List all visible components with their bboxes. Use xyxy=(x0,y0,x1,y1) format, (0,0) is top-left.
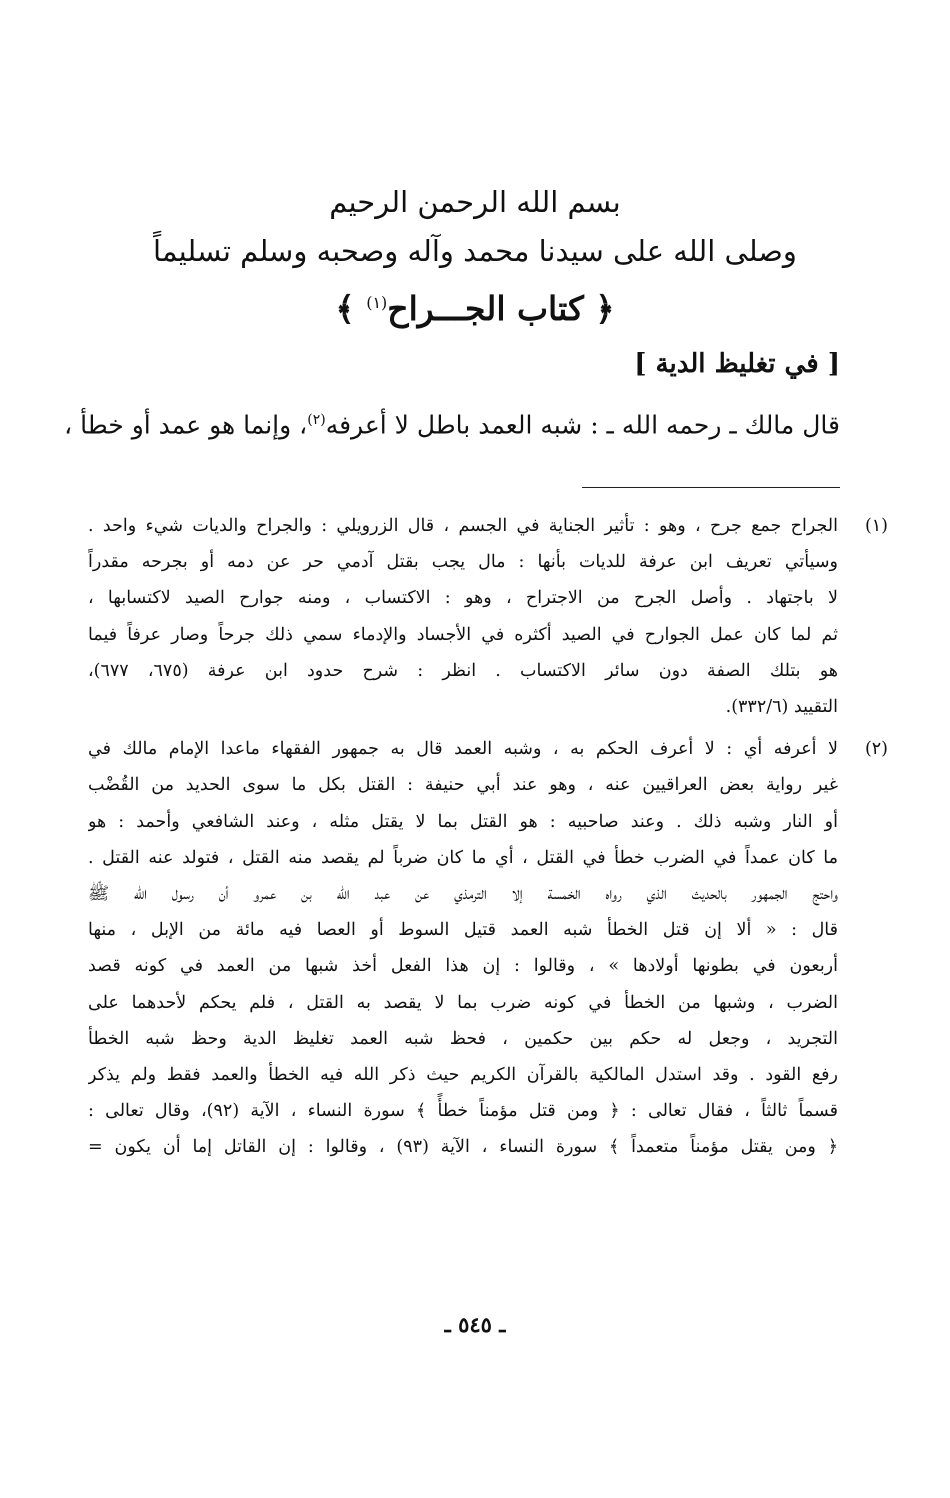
footnote-number: (٢) xyxy=(864,739,888,760)
footnote-line: ثم لما كان عمل الجوارح في الصيد أكثره في الأجساد والإدماء سمي ذلك جرحاً وصار عرفاً فيما xyxy=(88,624,838,645)
footnote-line: التجريد ، وجعل له حكم بين حكمين ، فحظ شبه العمد تغليظ الدية وحظ شبه الخطأ xyxy=(88,1028,838,1049)
footnote-line: واحتج الجمهور بالحديث الذي رواه الخمسة إلا الترمذي عن عبد الله بن عمرو أن رسول الله ﷺ xyxy=(88,884,838,905)
page-number: ـ ٥٤٥ ـ xyxy=(444,1312,506,1337)
footnote-line: رفع القود . وقد استدل المالكية بالقرآن الكريم حيث ذكر الله فيه الخطأ والعمد فقط ولم يذكر xyxy=(88,1065,838,1086)
book-title xyxy=(0,281,950,331)
main-text xyxy=(64,400,840,445)
main-text-part1: قال مالك ـ رحمه الله ـ : شبه العمد باطل لا أعرفه xyxy=(325,410,840,440)
footnote-line: لا باجتهاد . وأصل الجرح من الاجتراح ، وهو : الاكتساب ، ومنه جوارح الصيد لاكتسابها ، xyxy=(88,588,838,609)
footnote-1 xyxy=(88,508,888,725)
main-text-part2: ، وإنما هو عمد أو خطأ ، xyxy=(64,410,308,440)
footnote-line: قسماً ثالثاً ، فقال تعالى : ﴿ ومن قتل مؤمناً خطأً ﴾ سورة النساء ، الآية (٩٢)، وقال تعالى : xyxy=(88,1101,838,1122)
footnote-line: ﴿ ومن يقتل مؤمناً متعمداً ﴾ سورة النساء ، الآية (٩٣) ، وقالوا : إن القاتل إما أن يكون = xyxy=(88,1137,838,1158)
footnote-line: قال : « ألا إن قتل الخطأ شبه العمد قتيل السوط أو العصا فيه مائة من الإبل ، منها xyxy=(88,920,838,941)
salawat-line: وصلى الله على سيدنا محمد وآله وصحبه وسلم تسليماً xyxy=(153,234,797,268)
footnote-line: أربعون في بطونها أولادها » ، وقالوا : إن هذا الفعل أخذ شبها من العمد في كونه قصد xyxy=(88,956,838,977)
footnote-ref-2: (٢) xyxy=(307,412,326,428)
footnote-line: وسيأتي تعريف ابن عرفة للديات بأنها : مال يجب بقتل آدمي حر عن دمه أو بجرحه مقدراً xyxy=(88,552,838,573)
footnote-ref-1: (١) xyxy=(366,293,388,312)
footnotes xyxy=(88,508,888,1172)
footnote-2 xyxy=(88,731,888,1165)
footnote-line: أو النار وشبه ذلك . وعند صاحبيه : هو القتل بما لا يقتل مثله ، وعند الشافعي وأحمد : هو xyxy=(88,811,838,832)
book-title-close: ﴾ xyxy=(335,289,367,328)
footnote-line: الضرب ، وشبها من الخطأ في كونه ضرب بما لا يقصد به القتل ، فلم يحكم لأحدهما على xyxy=(88,992,838,1013)
footnote-body xyxy=(88,508,838,725)
basmala: بسم الله الرحمن الرحيم xyxy=(329,185,621,219)
book-title-text: ﴿ كتاب الجـــراح xyxy=(387,289,615,328)
footnote-line: ما كان عمداً في الضرب خطأ في القتل ، أي ما كان ضرباً لم يقصد منه القتل ، فتولد عنه القتل . xyxy=(88,847,838,868)
footnote-line: لا أعرفه أي : لا أعرف الحكم به ، وشبه العمد قال به جمهور الفقهاء ماعدا الإمام مالك في xyxy=(88,739,838,760)
footnote-line: الجراح جمع جرح ، وهو : تأثير الجناية في الجسم ، قال الزرويلي : والجراح والديات شيء واحد . xyxy=(88,516,838,536)
footnote-separator xyxy=(582,487,840,488)
footnote-body xyxy=(88,731,838,1165)
footnote-line: التقييد (٣٣٢/٦). xyxy=(725,697,838,718)
footnote-line: هو بتلك الصفة دون سائر الاكتساب . انظر : شرح حدود ابن عرفة (٦٧٥، ٦٧٧)، xyxy=(88,660,838,681)
footnote-line: غير رواية بعض العراقيين عنه ، وهو عند أبي حنيفة : القتل بكل ما سوى الحديد من القُضْب xyxy=(88,775,838,796)
section-heading: [ في تغليظ الدية ] xyxy=(634,349,840,379)
footnote-number: (١) xyxy=(864,516,888,536)
